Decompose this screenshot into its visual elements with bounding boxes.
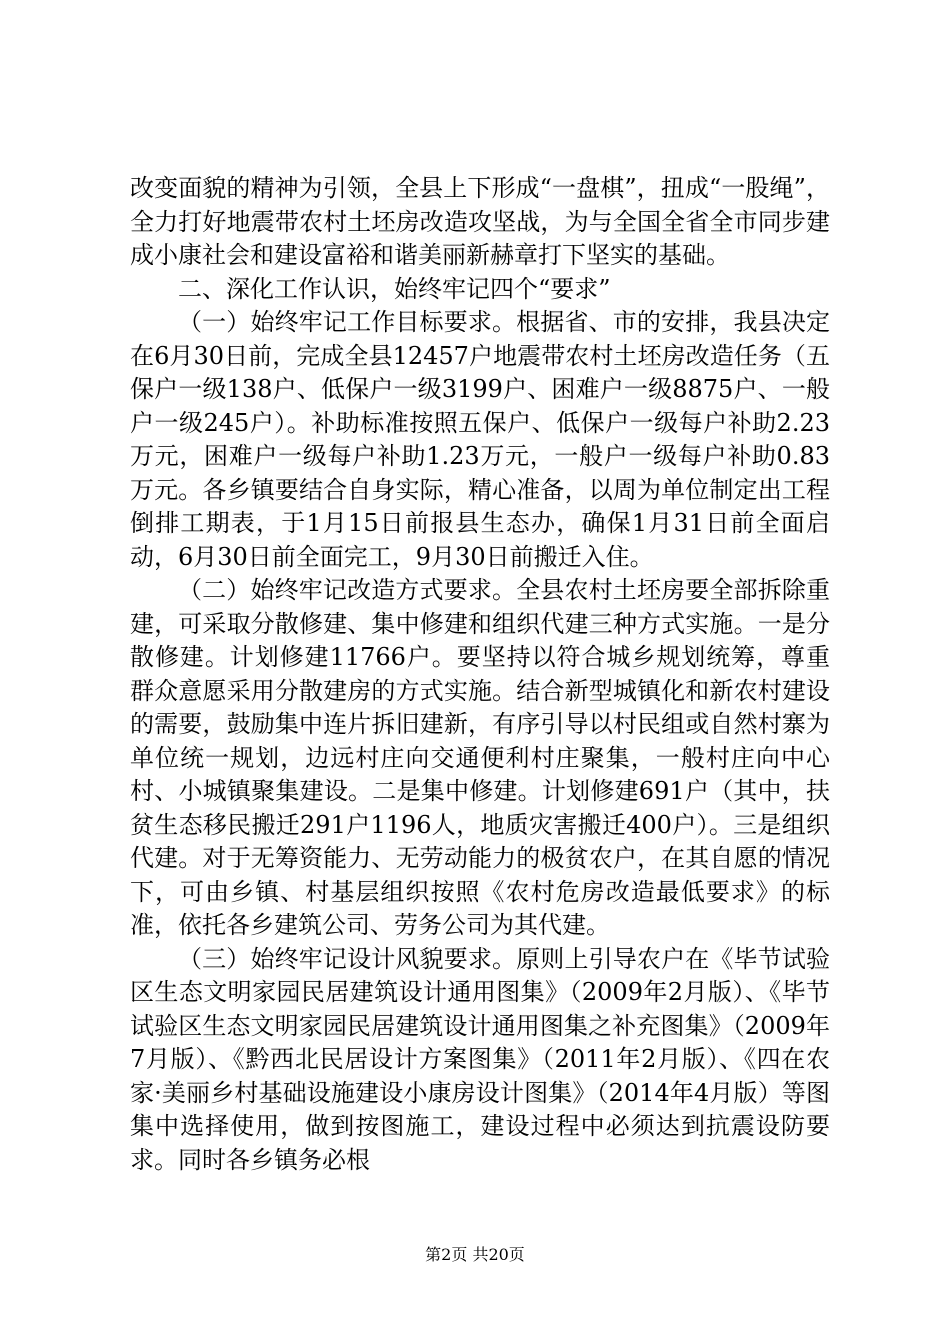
paragraph-continuation: 改变面貌的精神为引领，全县上下形成“一盘棋”，扭成“一股绳”，全力打好地震带农村土坯房改造攻坚战，为与全国全省全市同步建成小康社会和建设富裕和谐美丽新赫章打下坚实的基础。 [130,174,830,269]
paragraph-design-style: （三）始终牢记设计风貌要求。原则上引导农户在《毕节试验区生态文明家园民居建筑设计通用图集》（2009年2月版）、《毕节试验区生态文明家园民居建筑设计通用图集之补充图集》（2009年7月版）、《黔西北民居设计方案图集》（2011年2月版）、《四在农家·美丽乡村基础设施建设小康房设计图集》（2014年4月版）等图集中选择使用，做到按图施工，建设过程中必须达到抗震设防要求。同时各乡镇务必根 [130,944,830,1174]
section-heading: 二、深化工作认识，始终牢记四个“要求” [178,274,611,303]
document-body [130,172,830,1177]
paragraph-goal-requirements: （一）始终牢记工作目标要求。根据省、市的安排，我县决定在6月30日前，完成全县12457户地震带农村土坯房改造任务（五保户一级138户、低保户一级3199户、困难户一级8875户、一般户一级245户）。补助标准按照五保户、低保户一级每户补助2.23万元，困难户一级每户补助1.23万元，一般户一级每户补助0.83万元。各乡镇要结合自身实际，精心准备，以周为单位制定出工程倒排工期表，于1月15日前报县生态办，确保1月31日前全面启动，6月30日前全面完工，9月30日前搬迁入住。 [130,308,830,571]
page-footer: 第2页 共20页 [425,1245,525,1264]
paragraph-renovation-methods: （二）始终牢记改造方式要求。全县农村土坯房要全部拆除重建，可采取分散修建、集中修建和组织代建三种方式实施。一是分散修建。计划修建11766户。要坚持以符合城乡规划统筹，尊重群众意愿采用分散建房的方式实施。结合新型城镇化和新农村建设的需要，鼓励集中连片拆旧建新，有序引导以村民组或自然村寨为单位统一规划，边远村庄向交通便利村庄聚集，一般村庄向中心村、小城镇聚集建设。二是集中修建。计划修建691户（其中，扶贫生态移民搬迁291户1196人，地质灾害搬迁400户）。三是组织代建。对于无筹资能力、无劳动能力的极贫农户，在其自愿的情况下，可由乡镇、村基层组织按照《农村危房改造最低要求》的标准，依托各乡建筑公司、劳务公司为其代建。 [130,576,830,939]
